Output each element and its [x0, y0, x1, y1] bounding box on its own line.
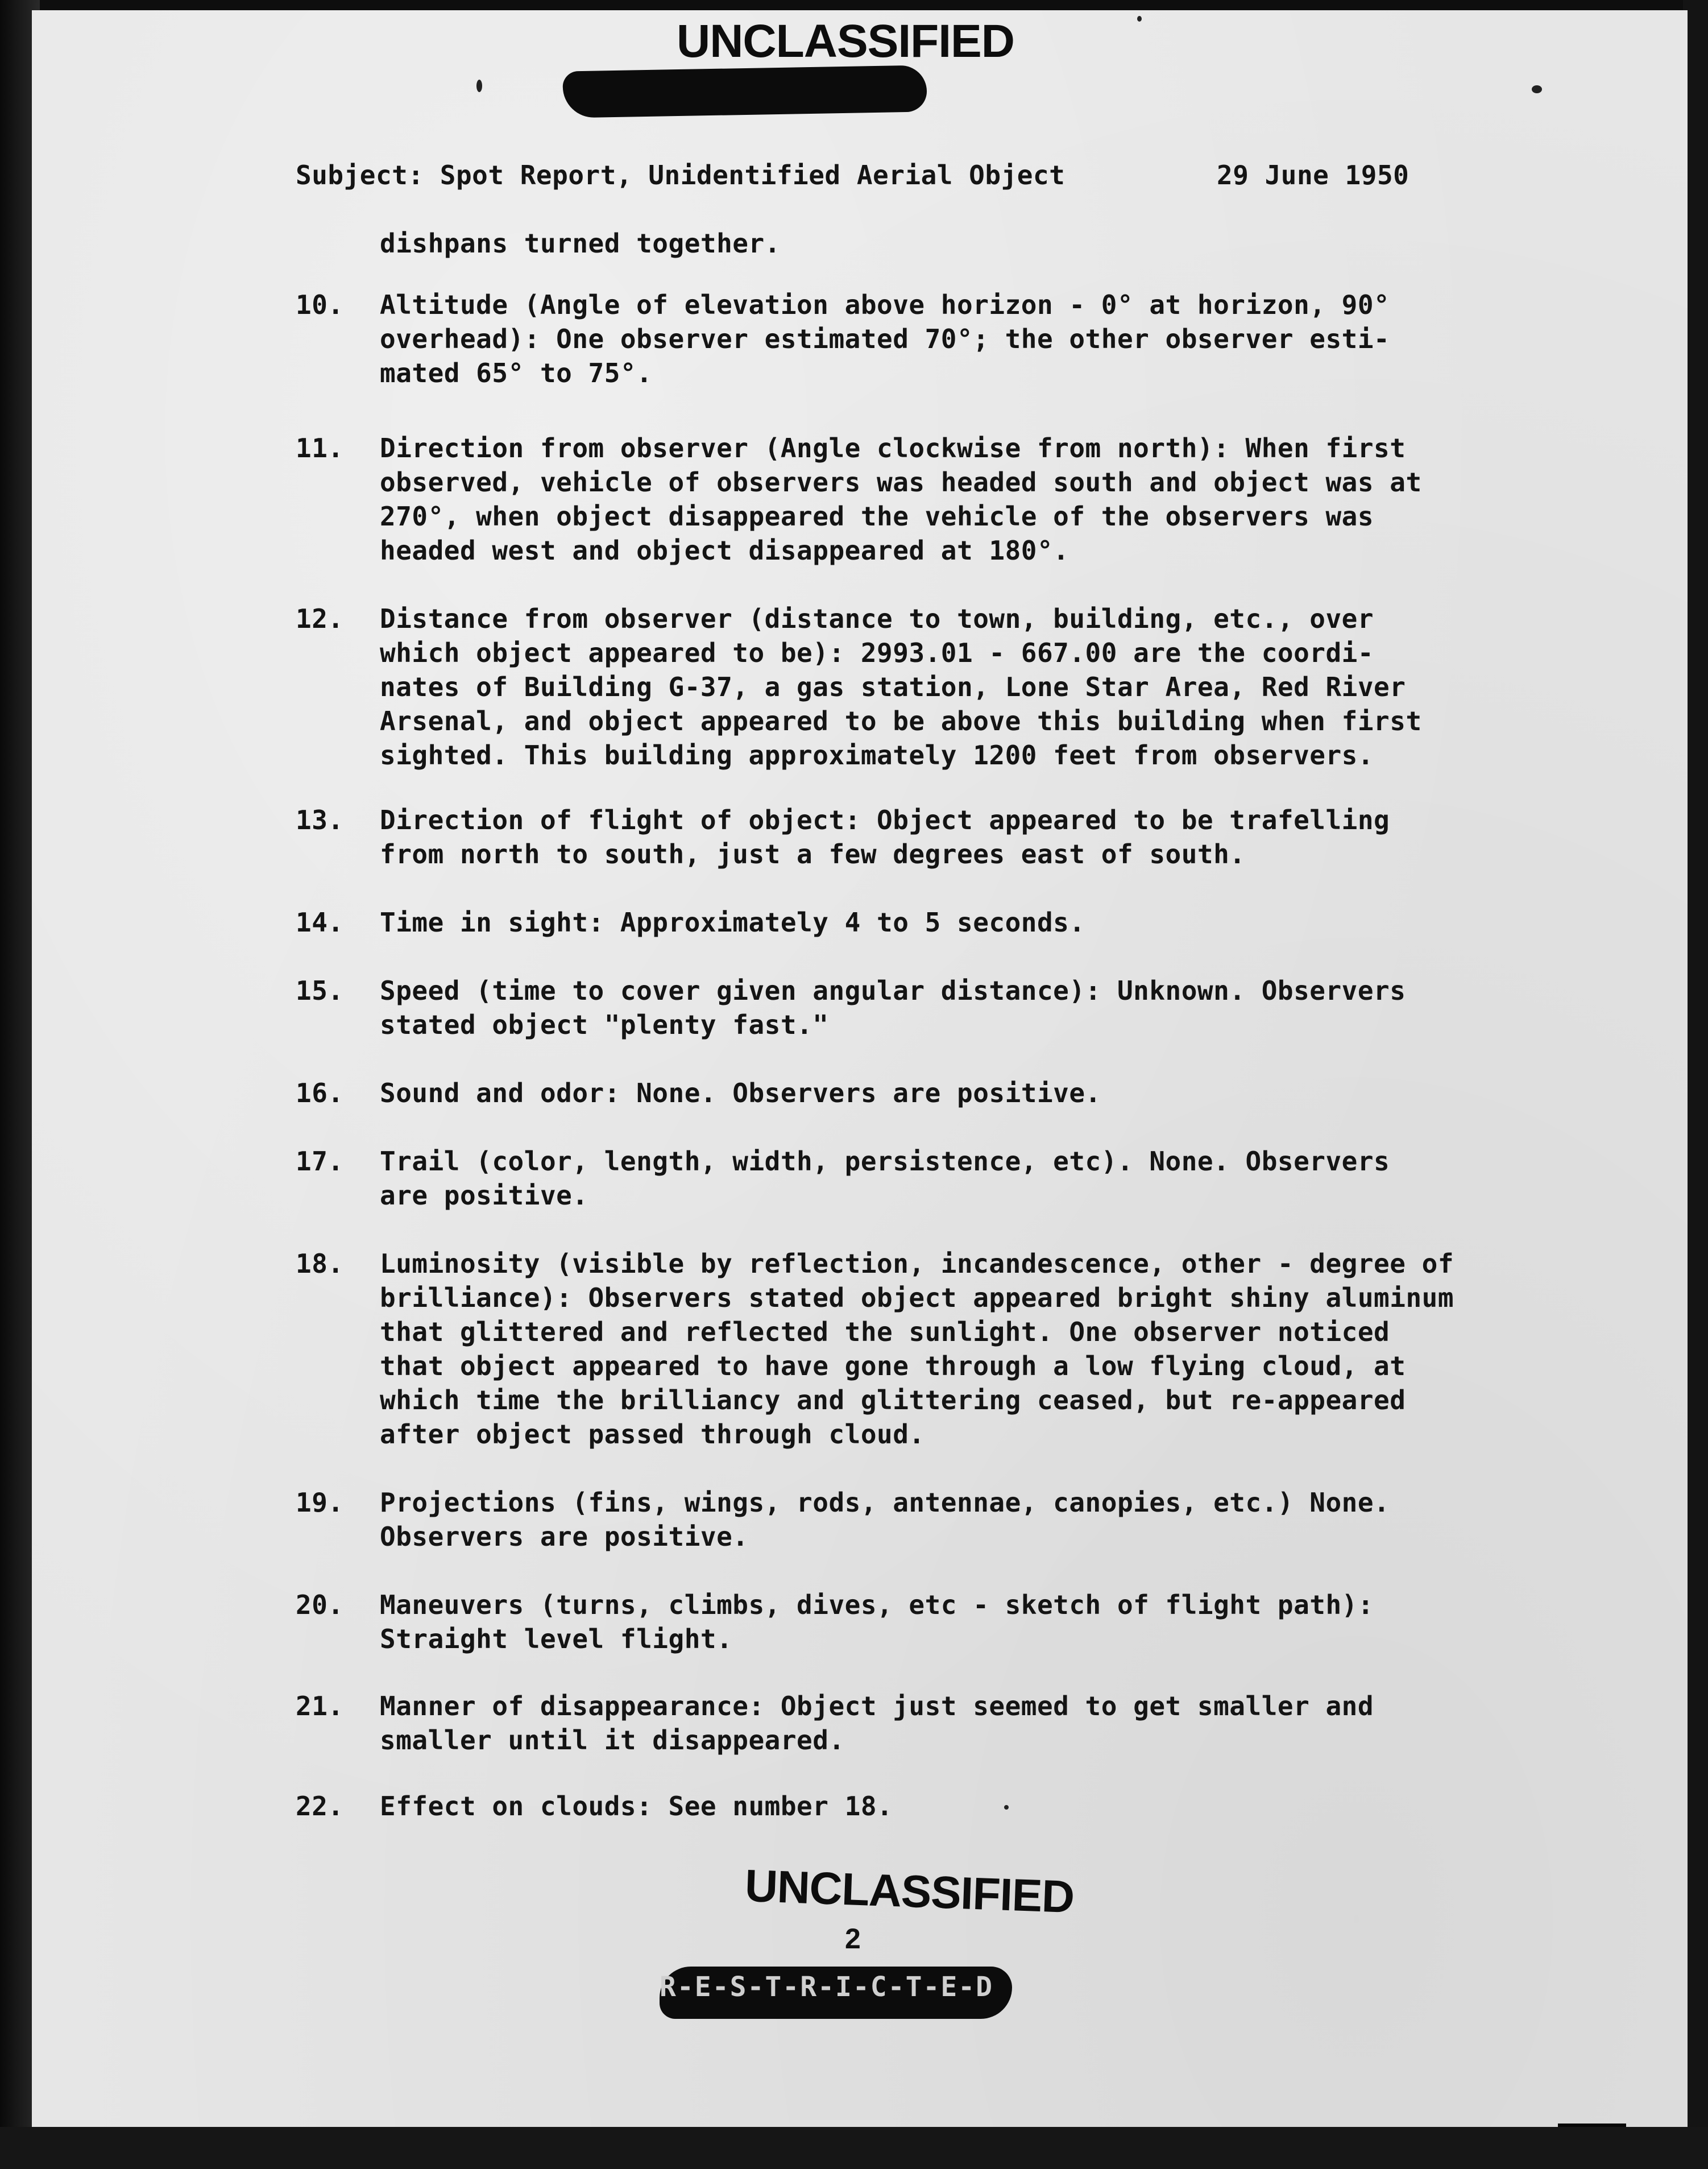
scan-border-bottom: [0, 2127, 1708, 2169]
item-text: [380, 1485, 1390, 1554]
item-number: 17.: [296, 1146, 344, 1177]
item-line: Manner of disappearance: Object just seemed to get smaller and: [380, 1691, 1374, 1721]
item-text: [380, 431, 1422, 568]
item-line: nates of Building G-37, a gas station, Lone Star Area, Red River: [380, 672, 1406, 702]
item-text: [380, 288, 1390, 390]
redaction-bar-top: [562, 65, 927, 118]
item-number: 14.: [296, 907, 344, 938]
item-line: Luminosity (visible by reflection, incandescence, other - degree of: [380, 1248, 1454, 1279]
item-line: Straight level flight.: [380, 1624, 733, 1654]
item-line: observed, vehicle of observers was headed south and object was at: [380, 467, 1422, 498]
item-line: which object appeared to be): 2993.01 - 667.00 are the coordi-: [380, 638, 1374, 668]
item-line: stated object "plenty fast.": [380, 1009, 829, 1040]
scan-speck: [1004, 1805, 1009, 1810]
item-line: Speed (time to cover given angular distance): Unknown. Observers: [380, 975, 1406, 1006]
item-line: mated 65° to 75°.: [380, 358, 653, 388]
item-line: that object appeared to have gone through a low flying cloud, at: [380, 1351, 1406, 1381]
subject-line: [296, 158, 1065, 192]
classification-footer: UNCLASSIFIED: [744, 1860, 1075, 1923]
item-line: sighted. This building approximately 1200 feet from observers.: [380, 740, 1374, 771]
item-number: 16.: [296, 1078, 344, 1108]
item-number: 12.: [296, 603, 344, 634]
item-text: [380, 1144, 1390, 1212]
item-line: from north to south, just a few degrees east of south.: [380, 839, 1246, 870]
item-text: [380, 602, 1422, 772]
page-number: 2: [845, 1923, 861, 1955]
item-text: [380, 905, 1085, 939]
item-number: 21.: [296, 1691, 344, 1721]
item-line: Trail (color, length, width, persistence, etc). None. Observers: [380, 1146, 1390, 1177]
item-line: Arsenal, and object appeared to be above this building when first: [380, 706, 1422, 736]
item-line: Maneuvers (turns, climbs, dives, etc - sketch of flight path):: [380, 1590, 1374, 1620]
subject-label: Subject:: [296, 160, 424, 191]
item-number: 13.: [296, 805, 344, 835]
item-number: 20.: [296, 1590, 344, 1620]
item-line: 270°, when object disappeared the vehicle of the observers was: [380, 501, 1374, 532]
item-line: after object passed through cloud.: [380, 1419, 925, 1450]
item-line: Distance from observer (distance to town, building, etc., over: [380, 603, 1374, 634]
subject-text: Spot Report, Unidentified Aerial Object: [440, 160, 1066, 191]
item-line: Altitude (Angle of elevation above horizon - 0° at horizon, 90°: [380, 289, 1390, 320]
item-line: Effect on clouds: See number 18.: [380, 1791, 893, 1822]
item-line: Sound and odor: None. Observers are positive.: [380, 1078, 1101, 1108]
item-number: 19.: [296, 1487, 344, 1518]
item-text: [380, 1689, 1374, 1757]
item-line: are positive.: [380, 1180, 588, 1211]
classification-header: UNCLASSIFIED: [677, 15, 1014, 67]
item-line: Direction from observer (Angle clockwise from north): When first: [380, 433, 1406, 463]
item-line: Time in sight: Approximately 4 to 5 seconds.: [380, 907, 1085, 938]
item-line: smaller until it disappeared.: [380, 1725, 845, 1756]
item-line: which time the brilliancy and glittering ceased, but re-appeared: [380, 1385, 1406, 1415]
restricted-stamp: R-E-S-T-R-I-C-T-E-D: [660, 1971, 994, 2003]
item-number: 22.: [296, 1791, 344, 1822]
scan-speck: [476, 80, 482, 92]
scan-speck: [1137, 16, 1142, 22]
item-line: Projections (fins, wings, rods, antennae, canopies, etc.) None.: [380, 1487, 1390, 1518]
item-line: Direction of flight of object: Object appeared to be trafelling: [380, 805, 1390, 835]
item-text: [380, 974, 1406, 1042]
item-number: 18.: [296, 1248, 344, 1279]
item-number: 10.: [296, 289, 344, 320]
item-text: [380, 1789, 893, 1823]
item-number: 11.: [296, 433, 344, 463]
item-line: brilliance): Observers stated object appeared bright shiny aluminum: [380, 1282, 1454, 1313]
item-line: Observers are positive.: [380, 1521, 749, 1552]
item-text: [380, 1076, 1101, 1110]
item-line: headed west and object disappeared at 180°.: [380, 535, 1069, 566]
report-date: 29 June 1950: [1217, 160, 1409, 191]
item-line: that glittered and reflected the sunlight. One observer noticed: [380, 1317, 1390, 1347]
continuation-line: dishpans turned together.: [380, 228, 781, 259]
item-text: [380, 1247, 1454, 1451]
item-text: [380, 803, 1390, 871]
item-text: [380, 1588, 1374, 1656]
item-number: 15.: [296, 975, 344, 1006]
scan-speck: [1532, 85, 1542, 93]
item-line: overhead): One observer estimated 70°; the other observer esti-: [380, 324, 1390, 354]
